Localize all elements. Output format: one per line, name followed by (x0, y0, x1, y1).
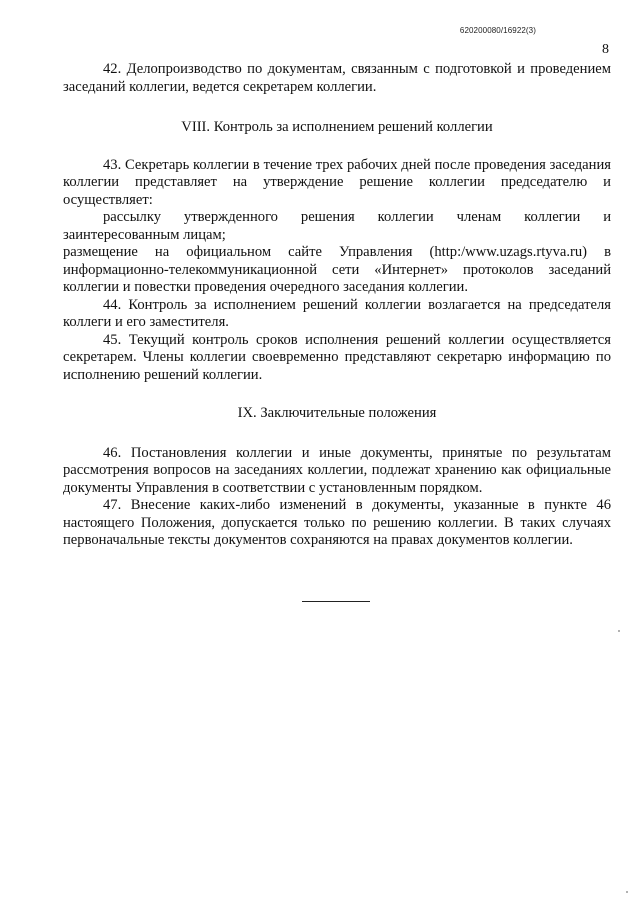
paragraph-46: 46. Постановления коллегии и иные документы, принятые по результатам рассмотрения вопросов на заседаниях коллегии, подлежат хранению как официальные документы Управления в соответствии с установленным порядком. (63, 444, 611, 496)
paragraph-44: 44. Контроль за исполнением решений коллегии возлагается на председателя коллеги и его заместителя. (63, 296, 611, 330)
section-heading-viii: VIII. Контроль за исполнением решений коллегии (181, 119, 493, 135)
document-code: 620200080/16922(3) (459, 26, 536, 35)
paragraph-45: 45. Текущий контроль сроков исполнения решений коллегии осуществляется секретарем. Члены коллегии своевременно представляют секретарю информацию по исполнению решений коллегии. (63, 331, 611, 383)
page-number: 8 (602, 42, 609, 57)
paragraph-47: 47. Внесение каких-либо изменений в документы, указанные в пункте 46 настоящего Положения, допускается только по решению коллегии. В таких случаях первоначальные тексты документов сохраняются на правах документов коллегии. (63, 497, 611, 548)
scan-speck (618, 630, 620, 632)
paragraph-42: 42. Делопроизводство по документам, связанным с подготовкой и проведением заседаний коллегии, ведется секретарем коллегии. (63, 61, 611, 95)
paragraph-43-item-1: рассылку утвержденного решения коллегии членам коллегии и заинтересованным лицам; (63, 209, 611, 243)
paragraph-43: 43. Секретарь коллегии в течение трех рабочих дней после проведения заседания коллегии представляет на утверждение решение коллегии председателю и осуществляет: (63, 156, 611, 208)
end-of-text-rule (302, 601, 370, 602)
paragraph-43-item-2: размещение на официальном сайте Управления (http:/www.uzags.rtyva.ru) в информационно-телекоммуникационной сети «Интернет» протоколов заседаний коллегии и повестки проведения очередного заседания коллегии. (63, 244, 611, 295)
section-heading-ix: IX. Заключительные положения (237, 405, 437, 421)
document-body (63, 61, 611, 550)
scan-speck (626, 891, 628, 893)
